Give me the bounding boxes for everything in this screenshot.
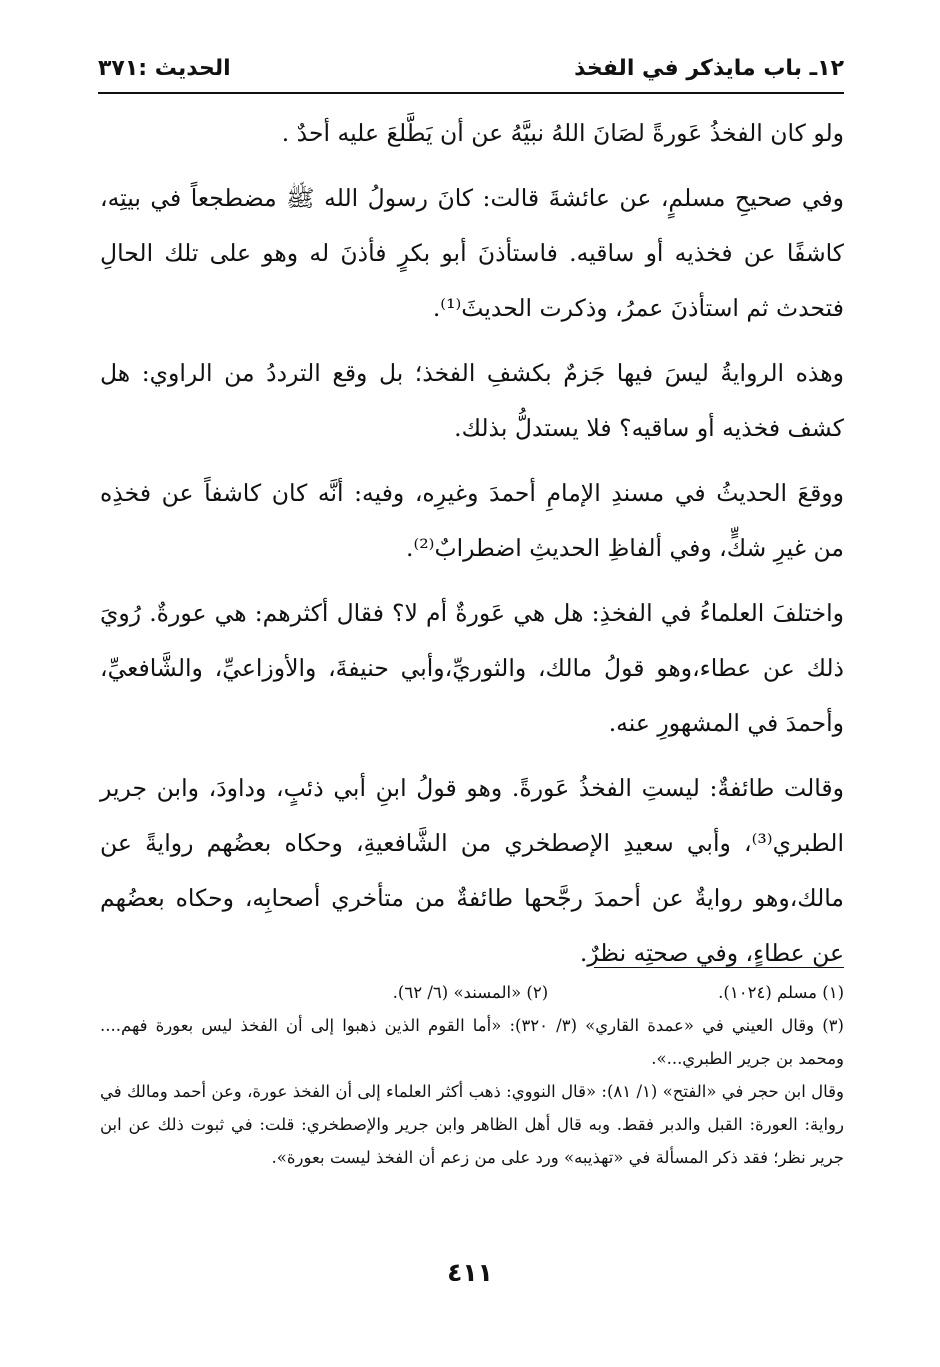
paragraph-2: وفي صحيحِ مسلمٍ، عن عائشةَ قالت: كانَ رسولُ الله ﷺ مضطجعاً في بيتِه، كاشفًا عن فخذيه أو ساقيه. فاستأذنَ أبو بكرٍ فأذنَ له وهو على تلك الحالِ فتحدث ثم استأذنَ عمرُ، وذكرت الحديثَ⁽¹⁾. bbox=[100, 184, 844, 322]
footnote-3-continued: وقال ابن حجر في «الفتح» (١/ ٨١): «قال النووي: ذهب أكثر العلماء إلى أن الفخذ عورة، وعن أحمد ومالك في رواية: العورة: القبل والدبر فقط. وبه قال أهل الظاهر وابن جرير والإصطخري: قلت: في ثبوت ذلك عن ابن جرير نظر؛ فقد ذكر المسألة في «تهذيبه» ورد على من زعم أن الفخذ ليست بعورة». bbox=[100, 1082, 844, 1167]
paragraph-5: واختلفَ العلماءُ في الفخذِ: هل هي عَورةٌ أم لا؟ فقال أكثرهم: هي عورةٌ. رُويَ ذلك عن عطاء،وهو قولُ مالك، والثوريِّ،وأبي حنيفةَ، والأوزاعيِّ، والشَّافعيِّ، وأحمدَ في المشهورِ عنه. bbox=[100, 599, 844, 737]
paragraph-1: ولو كان الفخذُ عَورةً لصَانَ اللهُ نبيَّهُ عن أن يَطَّلعَ عليه أحدٌ . bbox=[281, 119, 844, 147]
footnote-divider bbox=[594, 967, 844, 968]
footnote-2: (٢) «المسند» (٦/ ٦٢). bbox=[392, 983, 549, 1002]
footnotes bbox=[100, 976, 844, 1174]
header-divider bbox=[98, 92, 844, 94]
paragraph-6: وقالت طائفةٌ: ليستِ الفخذُ عَورةً. وهو قولُ ابنِ أبي ذئبٍ، وداودَ، وابن جرير الطبري⁽³⁾، وأبي سعيدِ الإصطخري من الشَّافعيةِ، وحكاه بعضُهم روايةً عن مالك،وهو روايةٌ عن أحمدَ رجَّحها طائفةٌ من متأخري أصحابِه، وحكاه بعضُهم عن عطاءٍ، وفي صحتِه نظرٌ. bbox=[100, 774, 844, 967]
page-number: ٤١١ bbox=[447, 1258, 493, 1287]
paragraph-3: وهذه الروايةُ ليسَ فيها جَزمٌ بكشفِ الفخذ؛ بل وقع الترددُ من الراوي: هل كشف فخذيه أو ساقيه؟ فلا يستدلُّ بذلك. bbox=[100, 359, 844, 442]
paragraph-4: ووقعَ الحديثُ في مسندِ الإمامِ أحمدَ وغيرِه، وفيه: أنَّه كان كاشفاً عن فخذِه من غيرِ شكٍّ، وفي ألفاظِ الحديثِ اضطرابٌ⁽²⁾. bbox=[100, 479, 844, 562]
footnote-1: (١) مسلم (١٠٢٤). bbox=[718, 983, 844, 1002]
main-text bbox=[100, 106, 844, 991]
footnote-3: (٣) وقال العيني في «عمدة القاري» (٣/ ٣٢٠): «أما القوم الذين ذهبوا إلى أن الفخذ ليس بعورة فهم.... ومحمد بن جرير الطبري...». bbox=[100, 1016, 844, 1068]
hadith-number: الحديث :٣٧١ bbox=[98, 55, 231, 81]
running-header bbox=[98, 44, 844, 92]
chapter-title: ١٢ـ باب مايذكر في الفخذ bbox=[574, 55, 844, 81]
footnote-row bbox=[100, 976, 844, 1009]
